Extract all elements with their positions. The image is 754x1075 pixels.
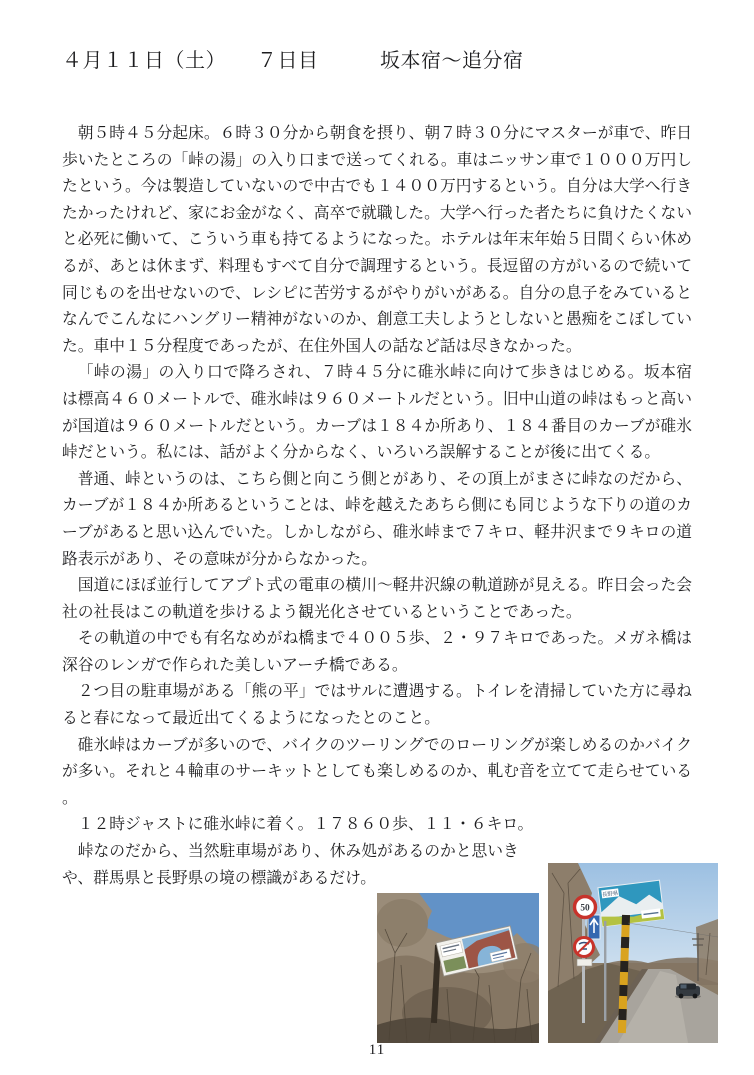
final-paragraph-line-2: や、群馬県と長野県の境の標識があるだけ。 <box>62 869 377 887</box>
page-title: ４月１１日（土） ７日目 坂本宿～追分宿 <box>62 50 524 72</box>
document-body <box>62 121 692 892</box>
paragraph-7: 碓氷峠はカーブが多いので、バイクのツーリングでのローリングが楽しめるのかバイクが多い。それと４輪車のサーキットとしても楽しめるのか、軋む音を立てて走らせている。 <box>62 736 692 807</box>
final-paragraph-line-1: 峠なのだから、当然駐車場があり、休み処があるのかと思いき <box>77 843 519 861</box>
right-trees <box>696 919 718 983</box>
page-number: 11 <box>368 1042 386 1058</box>
paragraph-4: 国道にほぼ並行してアプト式の電車の横川～軽井沢線の軌道跡が見える。昨日会った会社の社長はこの軌道を歩けるよう観光化させているということであった。 <box>62 577 692 621</box>
prefecture-sign-label: 長野県 <box>601 890 619 899</box>
paragraph-2: 「峠の湯」の入り口で降ろされ、７時４５分に碓氷峠に向けて歩きはじめる。坂本宿は標高４６０メートルで、碓氷峠は９６０メートルだという。旧中山道の峠はもっと高いが国道は９６０メートルだという。カーブは１８４か所あり、１８４番目のカーブが碓氷峠だという。私には、話がよく分からなく、いろいろ誤解することが後に出てくる。 <box>62 364 692 462</box>
photo-meganebashi-billboard <box>377 893 539 1043</box>
supplementary-plate <box>577 959 592 966</box>
no-entry-sign <box>575 938 594 957</box>
paragraph-5: その軌道の中でも有名なめがね橋まで４００５歩、２・９７キロであった。メガネ橋は深谷のレンガで作られた美しいアーチ橋である。 <box>62 630 692 674</box>
paragraph-3: 普通、峠というのは、こちら側と向こう側とがあり、その頂上がまさに峠なのだから、カーブが１８４か所あるということは、峠を越えたあちら側にも同じような下りの道のカーブがあると思い込んでいた。しかしながら、碓氷峠まで７キロ、軽井沢まで９キロの道路表示があり、その意味が分からなかった。 <box>62 470 692 568</box>
speed-limit-sign <box>575 897 596 918</box>
paragraph-8: １２時ジャストに碓氷峠に着く。１７８６０歩、１１・６キロ。 <box>77 816 534 834</box>
final-paragraph <box>62 839 692 892</box>
paragraph-6: ２つ目の駐車場がある「熊の平」ではサルに遭遇する。トイレを清掃していた方に尋ねると春になって最近出てくるようになったとのこと。 <box>62 683 692 728</box>
speed-limit-value: 50 <box>580 903 590 914</box>
paragraph-1: 朝５時４５分起床。６時３０分から朝食を摂り、朝７時３０分にマスターが車で、昨日歩いたところの「峠の湯」の入り口まで送ってくれる。車はニッサン車で１０００万円したという。今は製造していないので中古でも１４００万円するという。自分は大学へ行きたかったけれど、家にお金がなく、高卒で就職した。大学へ行った者たちに負けたくないと必死に働いて、こういう車も持てるようになった。ホテルは年末年始５日間くらい休めるが、あとは休まず、料理もすべて自分で調理するという。長逗留の方がいるので続いて同じものを出せないので、レシピに苦労するがやりがいがある。自分の息子をみているとなんでこんなにハングリー精神がないのか、創意工夫しようとしないと愚痴をこぼしていた。車中１５分程度であったが、在住外国人の話など話は尽きなかった。 <box>62 125 692 355</box>
sign-post-2 <box>604 921 606 1021</box>
